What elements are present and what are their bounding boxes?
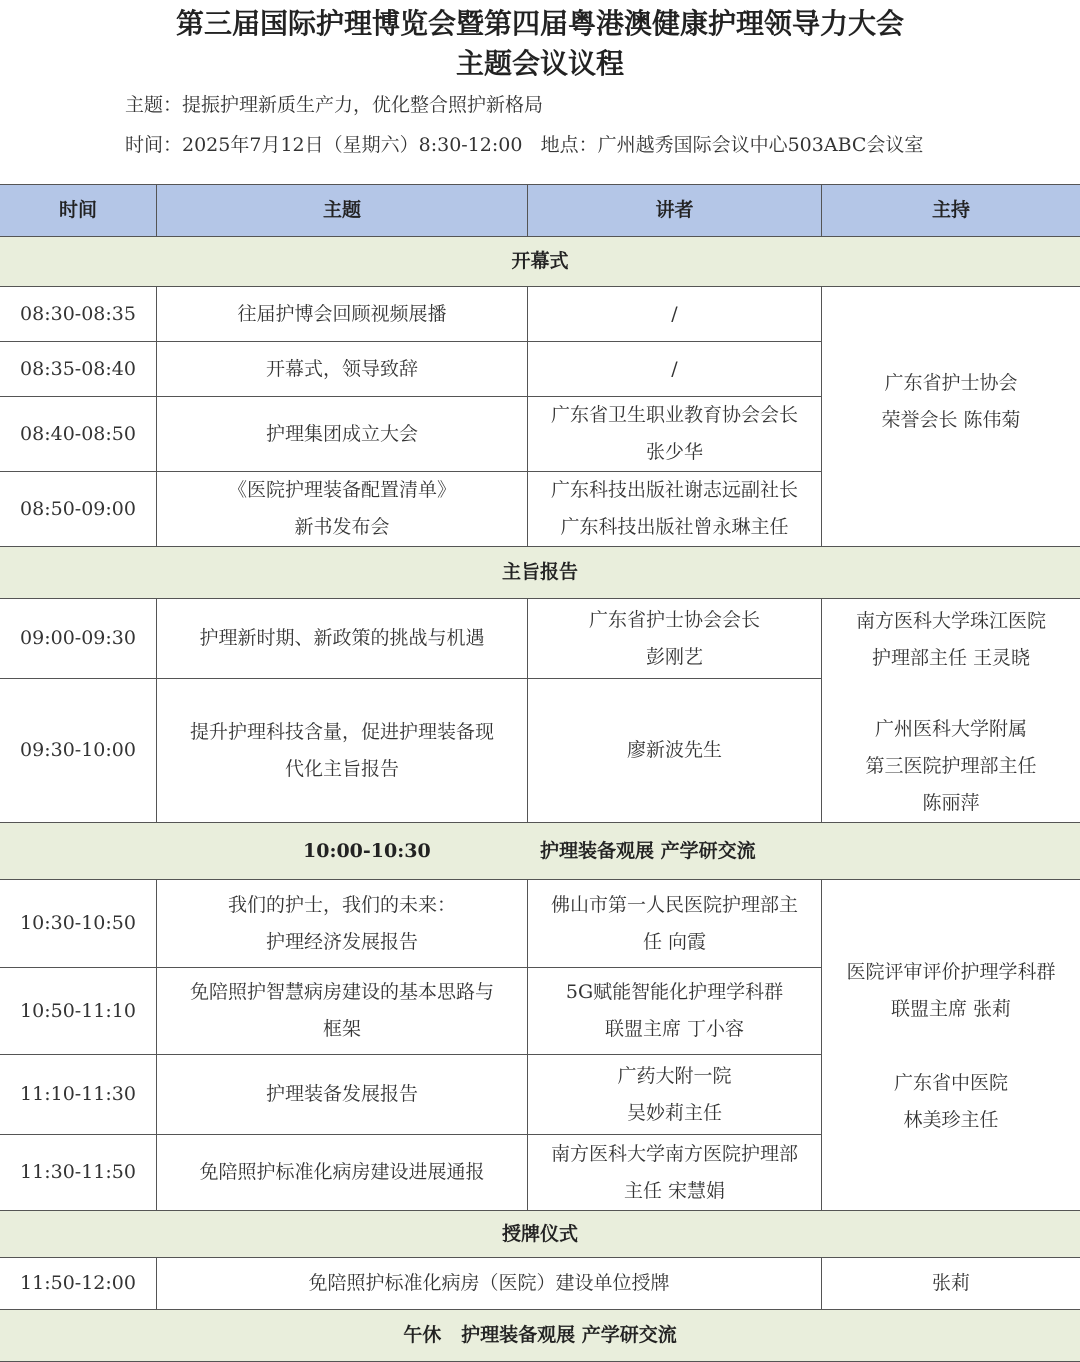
topic-line: 我们的护士，我们的未来： xyxy=(227,893,456,916)
row-speaker xyxy=(528,968,822,1055)
row-topic xyxy=(157,472,528,547)
section-keynote: 主旨报告 xyxy=(0,547,1080,599)
page-subtitle: 主题会议议程 xyxy=(455,47,624,80)
host-line: 林美珍主任 xyxy=(903,1109,999,1131)
section-break xyxy=(0,823,1080,880)
topic-line: 免陪照护智慧病房建设的基本思路与 xyxy=(189,981,494,1003)
row-topic xyxy=(157,1135,528,1211)
row-time: 10:50-11:10 xyxy=(0,968,157,1055)
speaker-line: 广东省护士协会会长 xyxy=(588,608,760,631)
row-topic xyxy=(157,397,528,472)
topic-line: 免陪照护标准化病房（医院）建设单位授牌 xyxy=(308,1272,670,1294)
row-speaker xyxy=(528,397,822,472)
section-opening: 开幕式 xyxy=(0,237,1080,287)
row-time: 11:30-11:50 xyxy=(0,1135,157,1211)
topic-line: 护理集团成立大会 xyxy=(265,422,418,445)
speaker-line: 吴妙莉主任 xyxy=(626,1101,722,1124)
speaker-line: 主任 宋慧娟 xyxy=(623,1179,726,1202)
speaker-line: 广药大附一院 xyxy=(617,1064,732,1087)
host-line: 陈丽萍 xyxy=(922,792,980,814)
topic-line: 提升护理科技含量，促进护理装备现 xyxy=(189,720,494,743)
speaker-line: 南方医科大学南方医院护理部 xyxy=(550,1142,798,1165)
row-speaker xyxy=(528,679,822,823)
row-time: 08:30-08:35 xyxy=(0,287,157,342)
topic-line: 护理装备发展报告 xyxy=(265,1083,418,1105)
header-speaker: 讲者 xyxy=(528,185,822,237)
topic-line: 护理新时期、新政策的挑战与机遇 xyxy=(199,627,485,649)
speaker-line: 广东省卫生职业教育协会会长 xyxy=(550,404,798,426)
topic-line: 新书发布会 xyxy=(294,516,390,538)
speaker-line: 联盟主席 丁小容 xyxy=(604,1018,745,1040)
host-line: 荣誉会长 陈伟菊 xyxy=(881,409,1021,431)
speaker-line: 彭刚艺 xyxy=(645,645,703,668)
topic-line: 免陪照护标准化病房建设进展通报 xyxy=(199,1161,485,1183)
row-topic xyxy=(157,287,528,342)
speaker-line: 任 向霞 xyxy=(642,930,707,953)
host-session xyxy=(822,880,1080,1211)
header-host: 主持 xyxy=(822,185,1080,237)
speaker-line: 广东科技出版社谢志远副社长 xyxy=(550,479,798,501)
row-time: 11:50-12:00 xyxy=(0,1258,157,1310)
row-speaker xyxy=(528,472,822,547)
speaker-line: 广东科技出版社曾永琳主任 xyxy=(560,516,789,538)
speaker-line: 廖新波先生 xyxy=(626,739,722,761)
row-time: 10:30-10:50 xyxy=(0,880,157,968)
topic-line: 代化主旨报告 xyxy=(284,757,399,780)
host-line: 联盟主席 张莉 xyxy=(890,998,1012,1020)
host-line: 广东省中医院 xyxy=(893,1072,1008,1094)
row-topic xyxy=(157,1258,822,1310)
topic-line: 开幕式，领导致辞 xyxy=(265,357,418,380)
break-time: 10:00-10:30 xyxy=(303,839,431,862)
row-time: 08:35-08:40 xyxy=(0,342,157,397)
page-title: 第三届国际护理博览会暨第四届粤港澳健康护理领导力大会 xyxy=(175,7,904,40)
time-place-text: 时间：2025年7月12日（星期六）8:30-12:00 地点：广州越秀国际会议中心503ABC会议室 xyxy=(125,134,924,156)
host-keynote xyxy=(822,599,1080,823)
row-speaker xyxy=(528,1135,822,1211)
section-award: 授牌仪式 xyxy=(0,1211,1080,1258)
speaker-line: 张少华 xyxy=(645,441,703,463)
speaker-line: / xyxy=(671,357,678,380)
row-topic xyxy=(157,968,528,1055)
theme-text: 主题：提振护理新质生产力，优化整合照护新格局 xyxy=(125,94,544,116)
row-speaker xyxy=(528,287,822,342)
speaker-line: 佛山市第一人民医院护理部主 xyxy=(550,893,798,916)
row-topic xyxy=(157,1055,528,1135)
row-time: 09:30-10:00 xyxy=(0,679,157,823)
host-line: 第三医院护理部主任 xyxy=(865,755,1037,777)
row-speaker xyxy=(528,342,822,397)
speaker-line: 5G赋能智能化护理学科群 xyxy=(565,981,784,1003)
host-line: 广州医科大学附属 xyxy=(874,718,1027,740)
host-line: 护理部主任 王灵晓 xyxy=(871,647,1031,669)
host-line: 张莉 xyxy=(931,1272,970,1294)
speaker-line: / xyxy=(671,302,678,325)
host-opening xyxy=(822,287,1080,547)
section-lunch: 午休 护理装备观展 产学研交流 xyxy=(0,1310,1080,1362)
row-time: 08:50-09:00 xyxy=(0,472,157,547)
host-line: 广东省护士协会 xyxy=(884,372,1018,394)
topic-line: 《医院护理装备配置清单》 xyxy=(227,479,456,501)
row-speaker xyxy=(528,599,822,679)
row-speaker xyxy=(528,880,822,968)
host-award xyxy=(822,1258,1080,1310)
topic-line: 护理经济发展报告 xyxy=(265,930,418,953)
break-label: 护理装备观展 产学研交流 xyxy=(540,839,756,862)
row-topic xyxy=(157,599,528,679)
topic-line: 框架 xyxy=(322,1018,361,1040)
row-time: 11:10-11:30 xyxy=(0,1055,157,1135)
host-line: 医院评审评价护理学科群 xyxy=(846,961,1056,983)
row-time: 08:40-08:50 xyxy=(0,397,157,472)
row-time: 09:00-09:30 xyxy=(0,599,157,679)
header-topic: 主题 xyxy=(157,185,528,237)
row-topic xyxy=(157,342,528,397)
row-topic xyxy=(157,880,528,968)
row-topic xyxy=(157,679,528,823)
header-time: 时间 xyxy=(0,185,157,237)
topic-line: 往届护博会回顾视频展播 xyxy=(237,302,447,325)
row-speaker xyxy=(528,1055,822,1135)
host-line: 南方医科大学珠江医院 xyxy=(855,610,1046,632)
